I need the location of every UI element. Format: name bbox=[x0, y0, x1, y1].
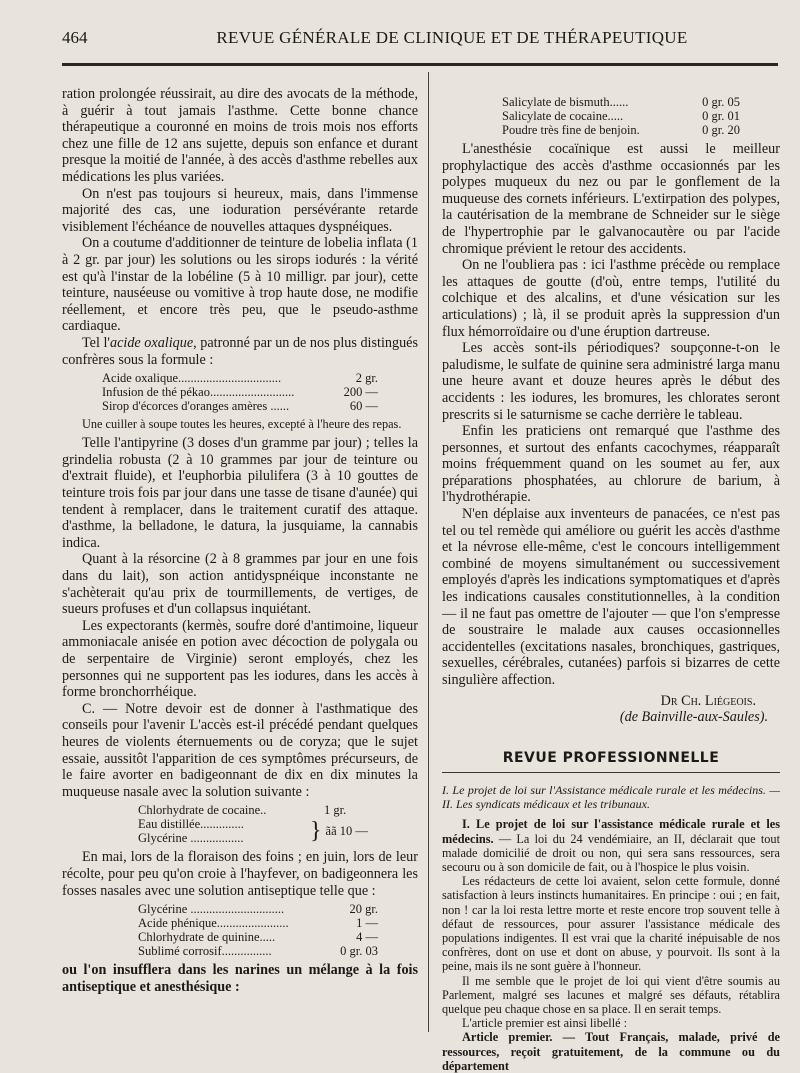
left-column bbox=[62, 86, 418, 995]
recipe-quantity: 60 — bbox=[349, 399, 378, 414]
paragraph: C. — Notre devoir est de donner à l'asthmatique des conseils pour l'avenir L'accès est-il précédé pendant quelques heures de violents éternuements ou de coryza; que le sujet essaie, aussitôt l'apparition de ces symptômes précurseurs, de le faire avorter en badigeonnant de dix en dix minutes la muqueuse nasale avec la solution suivante : bbox=[62, 700, 418, 800]
recipe-row bbox=[502, 123, 740, 137]
recipe-ingredient: Acide oxalique................................. bbox=[102, 371, 282, 386]
paragraph bbox=[62, 335, 418, 368]
italic-term: acide oxalique bbox=[110, 334, 194, 351]
recipe-insufflation bbox=[442, 95, 780, 137]
paragraph: ration prolongée réussirait, au dire des avocats de la méthode, à guérir à tout jamais l'asthme. Cette bonne chance thérapeutique a couronné en moins de trois mois nos efforts chez une fille de 12 ans sujette, depuis son enfance et durant presque la moitié de l'année, à des accès d'asthme rebelles aux médications les plus variées. bbox=[62, 86, 418, 185]
recipe-row bbox=[102, 399, 378, 413]
brace-glyph: } bbox=[310, 818, 322, 845]
recipe-antiseptic bbox=[62, 902, 418, 958]
recipe-row bbox=[502, 109, 740, 123]
recipe-ingredient: Salicylate de cocaine..... bbox=[502, 109, 624, 123]
recipe-quantity: 20 gr. bbox=[349, 902, 378, 917]
paragraph bbox=[442, 817, 780, 874]
recipe-ingredient: Eau distillée.............. bbox=[138, 817, 244, 832]
recipe-ingredient: Salicylate de bismuth...... bbox=[502, 95, 629, 109]
recipe-ingredient: Sirop d'écorces d'oranges amères ...... bbox=[102, 399, 290, 414]
recipe-ingredient: Chlorhydrate de cocaine.. bbox=[138, 803, 267, 818]
recipe-quantity: 1 — bbox=[356, 916, 378, 931]
recipe-quantity: 1 gr. bbox=[324, 803, 347, 818]
author-signature: Dr Ch. Liégeois. bbox=[660, 692, 756, 709]
author-place: (de Bainville-aux-Saules). bbox=[619, 709, 768, 726]
paragraph: L'article premier est ainsi libellé : bbox=[462, 1016, 628, 1031]
recipe-oxalic bbox=[62, 371, 418, 413]
recipe-row bbox=[102, 385, 378, 399]
recipe-ingredient: Chlorhydrate de quinine..... bbox=[138, 930, 276, 945]
right-column bbox=[442, 92, 780, 1073]
recipe-quantity: 200 — bbox=[343, 385, 378, 400]
header-rule bbox=[62, 63, 778, 66]
recipe-ingredient: Poudre très fine de benjoin. bbox=[502, 123, 640, 137]
recipe-row bbox=[138, 930, 378, 944]
recipe-ingredient: Sublimé corrosif................ bbox=[138, 944, 272, 959]
paragraph: ou l'on insufflera dans les narines un mélange à la fois antiseptique et anesthésique : bbox=[62, 962, 418, 995]
recipe-ingredient: Infusion de thé pékao........................... bbox=[102, 385, 295, 400]
recipe-row bbox=[102, 371, 378, 385]
paragraph: Il me semble que le projet de loi qui vient d'être soumis au Parlement, malgré ses lacunes et malgré ses défauts, rétablira quelque peu chaque chose en sa place. Il en serait temps. bbox=[442, 973, 780, 1017]
column-divider bbox=[428, 72, 429, 1032]
text-run: Tel l' bbox=[82, 334, 110, 351]
recipe-quantity: 0 gr. 01 bbox=[702, 109, 740, 123]
recipe-row bbox=[502, 95, 740, 109]
paragraph: En mai, lors de la floraison des foins ; en juin, lors de leur récolte, pour peu qu'on croie à l'hayfever, on badigeonnera les fosses nasales avec une solution antiseptique telle que : bbox=[62, 849, 418, 899]
paragraph: N'en déplaise aux inventeurs de panacées, ce n'est pas tel ou tel remède qui améliore ou guérit les accès d'asthme et la névrose elle-même, c'est le concours intelligemment combiné de moyens simultanément ou successivement employés d'après les indications symptomatiques et d'après les indications causales constitutionnelles, à la condition — il ne faut pas omettre de l'ajouter — que l'on s'empresse de soustraire le malade aux causes occasionnelles accidentelles (excitations nasales, bronchiques, gastriques, sexuelles, cérébrales, cutanées) parfois si bizarres de cette singulière affection. bbox=[442, 506, 780, 688]
section-rule bbox=[442, 772, 780, 773]
section-title: REVUE PROFESSIONNELLE bbox=[502, 749, 720, 766]
paragraph: On n'est pas toujours si heureux, mais, dans l'immense majorité des cas, une ioduration persévérante retarde visiblement l'échéance de nouvelles attaques dyspnéiques. bbox=[62, 185, 418, 235]
recipe-quantity: 0 gr. 20 bbox=[702, 123, 740, 137]
running-title: REVUE GÉNÉRALE DE CLINIQUE ET DE THÉRAPEUTIQUE bbox=[216, 28, 688, 47]
recipe-quantity: 0 gr. 03 bbox=[340, 944, 378, 959]
paragraph: Les rédacteurs de cette loi avaient, selon cette formule, donné satisfaction à leurs instincts humanitaires. En principe : oui ; en fait, non ! car la loi resta lettre morte et reste encore trop souvent telle à défaut de ressources, pour assurer l'assistance médicale des populations indigentes. Il est vrai que la charité inépuisable de nos confrères, dont on use et dont on abuse, y pourvoit. Ils sont à la peine, mais ils ne sont guère à l'honneur. bbox=[442, 874, 780, 974]
recipe-brace-items bbox=[138, 817, 308, 845]
paragraph: Quant à la résorcine (2 à 8 grammes par jour en une fois dans du lait), son action antidyspnéique inconstante ne s'achèterait qu'au prix de tourmillements, de vertiges, de sueurs profuses et d'un collapsus inquiétant. bbox=[62, 551, 418, 618]
recipe-quantity: 2 gr. bbox=[355, 371, 378, 386]
paragraph: Enfin les praticiens ont remarqué que l'asthme des personnes, et surtout des enfants cacochymes, réapparaît moins fréquemment quand on les soumet au fer, aux préparations phosphatées, au chlorure de barium, à l'hydrothérapie. bbox=[442, 423, 780, 506]
text-run: , patronné par un de nos plus distingués confrères sous la formule : bbox=[62, 334, 418, 368]
running-header bbox=[62, 28, 778, 56]
recipe-ingredient: Glycérine ................. bbox=[138, 831, 244, 846]
bold-lead: I. Le projet de loi sur l'assistance médicale rurale et les médecins. bbox=[442, 817, 780, 846]
recipe-ingredient: Glycérine .............................. bbox=[138, 902, 285, 917]
paragraph: L'anesthésie cocaïnique est aussi le meilleur prophylactique des accès d'asthme occasionnés par les polypes muqueux du nez ou par le gonflement de la muqueuse des cornets inférieurs. L'extirpation des polypes, la cautérisation de la membrane de Schneider sur le siège de l'hypertrophie par le galvanocautère ou par l'acide chromique prévient le retour des accidents. bbox=[442, 141, 780, 257]
recipe-row bbox=[138, 944, 378, 958]
recipe-quantity: 4 — bbox=[356, 930, 378, 945]
recipe-cocaine bbox=[62, 803, 418, 845]
paragraph: On a coutume d'additionner de teinture de lobelia inflata (1 à 2 gr. par jour) les solutions ou les sirops iodurés : la vérité est qu'à l'instar de la lobéline (5 à 10 milligr. par jour), cette teinture, nauséeuse ou vomitive à trop haute dose, ne modifie réellement, et encore très peu, que le pseudo-asthme cardiaque. bbox=[62, 235, 418, 335]
recipe-brace-group bbox=[138, 817, 378, 845]
section-body bbox=[442, 817, 780, 1073]
recipe-row bbox=[138, 803, 378, 817]
paragraph: Les expectorants (kermès, soufre doré d'antimoine, liqueur ammoniacale anisée en potion avec décoction de polygala ou de serpentaire de Virginie) seront employés, chez les personnes qui ne supportent pas les iodures, dans les accès à forme bronchorrhéique. bbox=[62, 617, 418, 701]
paragraph: Article premier. — Tout Français, malade, privé de ressources, reçoit gratuitement, de la commune ou du département bbox=[442, 1030, 780, 1073]
paragraph: On ne l'oubliera pas : ici l'asthme précède ou remplace les attaques de goutte (d'où, entre temps, l'utilité du colchique et des alcalins, et d'une vésication sur les articulations) ; là, il se produit après la suppression d'un flux hémorroïdaire ou d'une éruption dartreuse. bbox=[442, 257, 780, 340]
recipe-note: Une cuiller à soupe toutes les heures, excepté à l'heure des repas. bbox=[82, 417, 402, 432]
recipe-quantity: 0 gr. 05 bbox=[702, 95, 740, 109]
paragraph: Les accès sont-ils périodiques? soupçonne-t-on le paludisme, le sulfate de quinine sera administré larga manu une heure avant et douze heures après le début des accidents : les iodures, les bromures, les chlorates seront prescrits si le saturnisme se cache derrière le tableau. bbox=[442, 340, 780, 423]
recipe-row bbox=[138, 902, 378, 916]
section-summary: I. Le projet de loi sur l'Assistance médicale rurale et les médecins. — II. Les syndicats médicaux et les tribunaux. bbox=[442, 783, 780, 812]
recipe-row bbox=[138, 916, 378, 930]
text-run: — La loi du 24 vendémiaire, an II, déclarait que tout malade domicilié de droit ou non, qui sera sans ressources, sera secouru ou à son domicile de fait, ou à l'hospice le plus voisin. bbox=[442, 831, 780, 874]
page-number: 464 bbox=[62, 28, 88, 47]
paragraph: Telle l'antipyrine (3 doses d'un gramme par jour) ; telles la grindelia robusta (2 à 10 grammes par jour de teinture ou d'extrait fluide), et l'euphorbia pilulifera (3 à 10 gouttes de teinture trois fois par jour dans une tasse de tisane d'aunée) qui tendent à remplacer, dans le traitement curatif des attaque. d'asthme, la belladone, le datura, la jusquiame, la cannabis indica. bbox=[62, 435, 418, 551]
recipe-ingredient: Acide phénique....................... bbox=[138, 916, 289, 931]
recipe-quantity: ãã 10 — bbox=[325, 824, 368, 839]
